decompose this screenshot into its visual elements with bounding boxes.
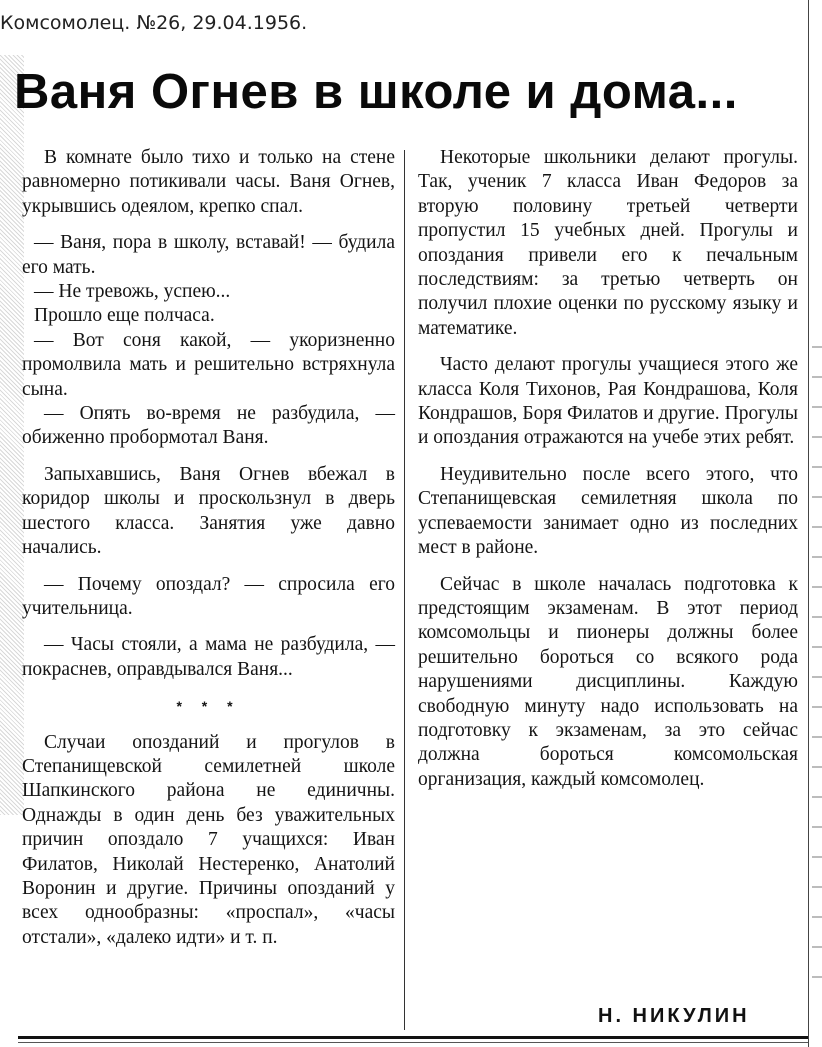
column-divider	[404, 150, 405, 1030]
paragraph: В комнате было тихо и только на стене равномерно потикивали часы. Ваня Огнев, укрывшись одеялом, крепко спал.	[22, 147, 395, 217]
left-column	[22, 146, 395, 964]
paragraph: Сейчас в школе началась подготовка к предстоящим экзаменам. В этот период комсомольцы и пионеры должны более решительно бороться со всякого рода нарушениями дисциплины. Каждую свободную минуту надо использовать на подготовку к экзаменам, за это сейчас должна бороться комсомольская организация, каждый комсомолец.	[418, 573, 798, 790]
paragraph: Запыхавшись, Ваня Огнев вбежал в коридор школы и проскользнул в дверь шестого класса. Занятия уже давно начались.	[22, 463, 395, 559]
paragraph: Некоторые школьники делают прогулы. Так, ученик 7 класса Иван Федоров за вторую половину третьей четверти пропустил 15 учебных дней. Прогулы и опоздания привели его к печальным последствиям: за третью четверть он получил плохие оценки по русскому языку и математике.	[418, 147, 798, 339]
bottom-rule	[18, 1036, 808, 1039]
dialog-line: Прошло еще полчаса.	[34, 305, 215, 327]
section-separator: * * *	[176, 698, 241, 715]
paragraph: Неудивительно после всего этого, что Степанищевская семилетняя школа по успеваемости занимает одно из последних мест в районе.	[418, 463, 798, 559]
dialog-line: — Ваня, пора в школу, вставай! — будила его мать.	[22, 232, 395, 278]
clipping-right-border	[808, 0, 809, 1047]
adjacent-column-edge	[812, 330, 822, 990]
right-column	[418, 146, 798, 806]
dialog-line: — Вот соня какой, — укоризненно промолвила мать и решительно встряхнула сына.	[22, 329, 395, 400]
dialog-line: — Часы стояли, а мама не разбудила, — покраснев, оправдывался Ваня...	[22, 634, 395, 680]
dialog-line: — Опять во-время не разбудила, — обиженно пробормотал Ваня.	[22, 403, 395, 449]
bottom-rule-thin	[18, 1042, 808, 1043]
source-caption: Комсомолец. №26, 29.04.1956.	[0, 12, 308, 34]
scan-shadow	[0, 55, 24, 815]
paragraph: Случаи опозданий и прогулов в Степанищевской семилетней школе Шапкинского района не единичны. Однажды в один день без уважительных причин опоздало 7 учащихся: Иван Филатов, Николай Нестеренко, Анатолий Воронин и другие. Причины опозданий у всех однообразны: «проспал», «часы отстали», «далеко идти» и т. п.	[22, 731, 395, 948]
dialog-line: — Не тревожь, успею...	[34, 281, 231, 303]
paragraph: Часто делают прогулы учащиеся этого же класса Коля Тихонов, Рая Кондрашова, Коля Кондрашов, Боря Филатов и другие. Прогулы и опоздания отражаются на учебе этих ребят.	[418, 354, 798, 449]
author-signature: Н. НИКУЛИН	[598, 1005, 750, 1027]
article-headline: Ваня Огнев в школе и дома...	[14, 65, 738, 119]
dialog-line: — Почему опоздал? — спросила его учительница.	[22, 573, 395, 619]
